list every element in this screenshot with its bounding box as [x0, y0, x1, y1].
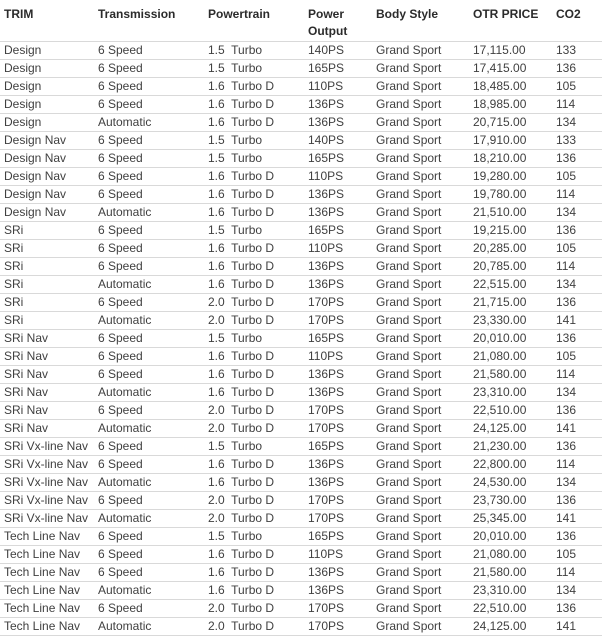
cell-trim: Design: [0, 42, 94, 60]
cell-body-style: Grand Sport: [372, 276, 469, 294]
cell-body-style: Grand Sport: [372, 150, 469, 168]
cell-otr-price: 19,280.00: [469, 168, 552, 186]
cell-co2: 105: [552, 546, 602, 564]
cell-body-style: Grand Sport: [372, 402, 469, 420]
cell-body-style: Grand Sport: [372, 60, 469, 78]
cell-co2: 133: [552, 132, 602, 150]
cell-power-output: 140PS: [304, 132, 372, 150]
table-row: [0, 474, 602, 492]
table-row: [0, 276, 602, 294]
cell-power-output: 170PS: [304, 618, 372, 636]
cell-power-output: 136PS: [304, 258, 372, 276]
table-row: [0, 294, 602, 312]
cell-trim: Tech Line Nav: [0, 564, 94, 582]
cell-body-style: Grand Sport: [372, 348, 469, 366]
cell-transmission: 6 Speed: [94, 222, 204, 240]
cell-co2: 114: [552, 186, 602, 204]
cell-powertrain: 1.6 Turbo D: [204, 276, 304, 294]
cell-co2: 114: [552, 564, 602, 582]
cell-powertrain: 2.0 Turbo D: [204, 492, 304, 510]
cell-body-style: Grand Sport: [372, 168, 469, 186]
cell-powertrain: 1.5 Turbo: [204, 60, 304, 78]
cell-transmission: 6 Speed: [94, 240, 204, 258]
cell-co2: 141: [552, 420, 602, 438]
cell-transmission: 6 Speed: [94, 132, 204, 150]
cell-trim: Design Nav: [0, 204, 94, 222]
cell-otr-price: 24,125.00: [469, 420, 552, 438]
cell-powertrain: 1.5 Turbo: [204, 132, 304, 150]
cell-powertrain: 1.5 Turbo: [204, 438, 304, 456]
cell-powertrain: 1.6 Turbo D: [204, 474, 304, 492]
table-row: [0, 600, 602, 618]
cell-power-output: 165PS: [304, 60, 372, 78]
cell-co2: 136: [552, 438, 602, 456]
cell-power-output: 170PS: [304, 600, 372, 618]
cell-power-output: 165PS: [304, 150, 372, 168]
cell-power-output: 136PS: [304, 96, 372, 114]
cell-transmission: 6 Speed: [94, 186, 204, 204]
cell-body-style: Grand Sport: [372, 492, 469, 510]
table-row: [0, 492, 602, 510]
cell-transmission: Automatic: [94, 474, 204, 492]
header-powertrain: Powertrain: [204, 0, 304, 42]
cell-body-style: Grand Sport: [372, 258, 469, 276]
cell-trim: SRi Nav: [0, 384, 94, 402]
cell-co2: 105: [552, 240, 602, 258]
cell-co2: 136: [552, 528, 602, 546]
cell-otr-price: 20,010.00: [469, 330, 552, 348]
table-row: [0, 132, 602, 150]
table-row: [0, 78, 602, 96]
table-row: [0, 60, 602, 78]
cell-power-output: 170PS: [304, 402, 372, 420]
cell-transmission: Automatic: [94, 312, 204, 330]
cell-trim: SRi: [0, 258, 94, 276]
cell-powertrain: 1.5 Turbo: [204, 330, 304, 348]
cell-trim: SRi: [0, 312, 94, 330]
cell-co2: 105: [552, 168, 602, 186]
cell-trim: SRi Vx-line Nav: [0, 510, 94, 528]
cell-trim: SRi Vx-line Nav: [0, 456, 94, 474]
cell-power-output: 136PS: [304, 564, 372, 582]
cell-otr-price: 20,285.00: [469, 240, 552, 258]
cell-otr-price: 21,510.00: [469, 204, 552, 222]
cell-co2: 114: [552, 96, 602, 114]
cell-body-style: Grand Sport: [372, 96, 469, 114]
cell-power-output: 136PS: [304, 276, 372, 294]
cell-power-output: 110PS: [304, 240, 372, 258]
cell-trim: SRi: [0, 276, 94, 294]
cell-body-style: Grand Sport: [372, 528, 469, 546]
table-row: [0, 330, 602, 348]
cell-body-style: Grand Sport: [372, 456, 469, 474]
cell-body-style: Grand Sport: [372, 366, 469, 384]
cell-transmission: 6 Speed: [94, 366, 204, 384]
cell-powertrain: 1.6 Turbo D: [204, 546, 304, 564]
cell-powertrain: 1.6 Turbo D: [204, 348, 304, 366]
header-row: [0, 0, 602, 42]
cell-body-style: Grand Sport: [372, 582, 469, 600]
cell-powertrain: 1.6 Turbo D: [204, 582, 304, 600]
cell-trim: SRi Nav: [0, 330, 94, 348]
table-row: [0, 222, 602, 240]
cell-co2: 136: [552, 492, 602, 510]
cell-powertrain: 2.0 Turbo D: [204, 600, 304, 618]
cell-power-output: 136PS: [304, 582, 372, 600]
cell-co2: 141: [552, 510, 602, 528]
cell-otr-price: 22,510.00: [469, 402, 552, 420]
cell-transmission: 6 Speed: [94, 492, 204, 510]
table-row: [0, 528, 602, 546]
cell-transmission: Automatic: [94, 510, 204, 528]
cell-trim: SRi Vx-line Nav: [0, 492, 94, 510]
cell-co2: 136: [552, 402, 602, 420]
cell-trim: Tech Line Nav: [0, 600, 94, 618]
cell-power-output: 170PS: [304, 294, 372, 312]
cell-powertrain: 2.0 Turbo D: [204, 312, 304, 330]
table-row: [0, 96, 602, 114]
table-body: [0, 42, 602, 636]
cell-power-output: 110PS: [304, 168, 372, 186]
table-row: [0, 150, 602, 168]
cell-body-style: Grand Sport: [372, 78, 469, 96]
table-header: [0, 0, 602, 42]
cell-body-style: Grand Sport: [372, 420, 469, 438]
cell-body-style: Grand Sport: [372, 600, 469, 618]
cell-transmission: 6 Speed: [94, 294, 204, 312]
cell-power-output: 136PS: [304, 204, 372, 222]
cell-co2: 136: [552, 150, 602, 168]
table-row: [0, 42, 602, 60]
cell-otr-price: 19,780.00: [469, 186, 552, 204]
header-power-output: Power Output: [304, 0, 372, 42]
cell-power-output: 136PS: [304, 186, 372, 204]
cell-transmission: 6 Speed: [94, 600, 204, 618]
cell-powertrain: 1.5 Turbo: [204, 42, 304, 60]
cell-body-style: Grand Sport: [372, 384, 469, 402]
cell-otr-price: 21,080.00: [469, 348, 552, 366]
cell-trim: Tech Line Nav: [0, 582, 94, 600]
cell-transmission: 6 Speed: [94, 96, 204, 114]
cell-trim: SRi Nav: [0, 366, 94, 384]
cell-power-output: 136PS: [304, 114, 372, 132]
cell-co2: 136: [552, 600, 602, 618]
cell-transmission: 6 Speed: [94, 402, 204, 420]
cell-otr-price: 21,580.00: [469, 564, 552, 582]
cell-transmission: 6 Speed: [94, 78, 204, 96]
cell-trim: Tech Line Nav: [0, 528, 94, 546]
cell-co2: 134: [552, 384, 602, 402]
cell-power-output: 110PS: [304, 348, 372, 366]
header-trim: TRIM: [0, 0, 94, 42]
cell-trim: Design: [0, 78, 94, 96]
cell-otr-price: 21,230.00: [469, 438, 552, 456]
cell-powertrain: 1.6 Turbo D: [204, 564, 304, 582]
cell-body-style: Grand Sport: [372, 330, 469, 348]
table-row: [0, 456, 602, 474]
cell-co2: 114: [552, 456, 602, 474]
cell-otr-price: 17,415.00: [469, 60, 552, 78]
cell-body-style: Grand Sport: [372, 510, 469, 528]
table-row: [0, 186, 602, 204]
cell-trim: SRi Nav: [0, 402, 94, 420]
cell-body-style: Grand Sport: [372, 42, 469, 60]
cell-co2: 136: [552, 222, 602, 240]
cell-transmission: Automatic: [94, 582, 204, 600]
cell-body-style: Grand Sport: [372, 618, 469, 636]
cell-power-output: 136PS: [304, 366, 372, 384]
table-row: [0, 168, 602, 186]
cell-otr-price: 24,125.00: [469, 618, 552, 636]
cell-transmission: Automatic: [94, 204, 204, 222]
cell-transmission: 6 Speed: [94, 150, 204, 168]
cell-otr-price: 18,210.00: [469, 150, 552, 168]
table-row: [0, 510, 602, 528]
cell-powertrain: 1.6 Turbo D: [204, 240, 304, 258]
cell-otr-price: 20,010.00: [469, 528, 552, 546]
cell-power-output: 140PS: [304, 42, 372, 60]
header-co2: CO2: [552, 0, 602, 42]
cell-otr-price: 18,485.00: [469, 78, 552, 96]
cell-transmission: 6 Speed: [94, 60, 204, 78]
table-row: [0, 420, 602, 438]
cell-otr-price: 23,730.00: [469, 492, 552, 510]
table-row: [0, 582, 602, 600]
cell-body-style: Grand Sport: [372, 294, 469, 312]
cell-co2: 133: [552, 42, 602, 60]
header-transmission: Transmission: [94, 0, 204, 42]
cell-trim: SRi Vx-line Nav: [0, 438, 94, 456]
cell-power-output: 165PS: [304, 528, 372, 546]
cell-powertrain: 2.0 Turbo D: [204, 420, 304, 438]
cell-body-style: Grand Sport: [372, 204, 469, 222]
table-row: [0, 546, 602, 564]
cell-power-output: 165PS: [304, 330, 372, 348]
cell-trim: Design: [0, 114, 94, 132]
cell-powertrain: 1.6 Turbo D: [204, 366, 304, 384]
cell-body-style: Grand Sport: [372, 186, 469, 204]
table-row: [0, 240, 602, 258]
cell-trim: Design: [0, 96, 94, 114]
cell-transmission: 6 Speed: [94, 438, 204, 456]
cell-co2: 134: [552, 276, 602, 294]
cell-trim: Tech Line Nav: [0, 546, 94, 564]
cell-powertrain: 1.6 Turbo D: [204, 186, 304, 204]
cell-transmission: Automatic: [94, 114, 204, 132]
cell-power-output: 170PS: [304, 510, 372, 528]
table-row: [0, 366, 602, 384]
cell-co2: 134: [552, 204, 602, 222]
cell-co2: 136: [552, 294, 602, 312]
cell-transmission: Automatic: [94, 618, 204, 636]
cell-power-output: 136PS: [304, 384, 372, 402]
cell-power-output: 136PS: [304, 474, 372, 492]
cell-body-style: Grand Sport: [372, 240, 469, 258]
cell-co2: 134: [552, 582, 602, 600]
cell-trim: Design Nav: [0, 186, 94, 204]
table-row: [0, 402, 602, 420]
cell-co2: 136: [552, 60, 602, 78]
cell-powertrain: 1.6 Turbo D: [204, 78, 304, 96]
cell-powertrain: 1.6 Turbo D: [204, 384, 304, 402]
cell-trim: SRi: [0, 294, 94, 312]
cell-powertrain: 2.0 Turbo D: [204, 510, 304, 528]
cell-co2: 141: [552, 312, 602, 330]
cell-powertrain: 1.6 Turbo D: [204, 204, 304, 222]
cell-transmission: 6 Speed: [94, 258, 204, 276]
cell-otr-price: 22,515.00: [469, 276, 552, 294]
cell-trim: Design Nav: [0, 150, 94, 168]
cell-otr-price: 23,310.00: [469, 582, 552, 600]
cell-body-style: Grand Sport: [372, 114, 469, 132]
cell-otr-price: 23,330.00: [469, 312, 552, 330]
cell-transmission: 6 Speed: [94, 546, 204, 564]
cell-co2: 114: [552, 258, 602, 276]
cell-powertrain: 1.6 Turbo D: [204, 168, 304, 186]
header-otr-price: OTR PRICE: [469, 0, 552, 42]
cell-powertrain: 1.6 Turbo D: [204, 96, 304, 114]
cell-power-output: 170PS: [304, 420, 372, 438]
cell-transmission: 6 Speed: [94, 42, 204, 60]
cell-trim: Design Nav: [0, 168, 94, 186]
cell-trim: SRi Nav: [0, 420, 94, 438]
cell-co2: 134: [552, 114, 602, 132]
cell-powertrain: 1.5 Turbo: [204, 222, 304, 240]
cell-trim: SRi: [0, 240, 94, 258]
cell-otr-price: 17,115.00: [469, 42, 552, 60]
cell-co2: 141: [552, 618, 602, 636]
cell-trim: SRi Vx-line Nav: [0, 474, 94, 492]
cell-trim: SRi Nav: [0, 348, 94, 366]
cell-otr-price: 19,215.00: [469, 222, 552, 240]
cell-transmission: Automatic: [94, 276, 204, 294]
cell-trim: Tech Line Nav: [0, 618, 94, 636]
table-row: [0, 438, 602, 456]
cell-powertrain: 1.6 Turbo D: [204, 114, 304, 132]
table-row: [0, 312, 602, 330]
cell-co2: 105: [552, 78, 602, 96]
cell-powertrain: 1.6 Turbo D: [204, 258, 304, 276]
cell-transmission: 6 Speed: [94, 168, 204, 186]
cell-body-style: Grand Sport: [372, 474, 469, 492]
cell-co2: 114: [552, 366, 602, 384]
header-body-style: Body Style: [372, 0, 469, 42]
cell-powertrain: 2.0 Turbo D: [204, 294, 304, 312]
table-row: [0, 204, 602, 222]
cell-power-output: 110PS: [304, 78, 372, 96]
cell-body-style: Grand Sport: [372, 438, 469, 456]
cell-power-output: 165PS: [304, 222, 372, 240]
cell-co2: 134: [552, 474, 602, 492]
cell-power-output: 170PS: [304, 312, 372, 330]
cell-body-style: Grand Sport: [372, 312, 469, 330]
table-row: [0, 258, 602, 276]
cell-trim: Design Nav: [0, 132, 94, 150]
cell-power-output: 110PS: [304, 546, 372, 564]
cell-transmission: 6 Speed: [94, 456, 204, 474]
cell-transmission: 6 Speed: [94, 330, 204, 348]
cell-otr-price: 21,715.00: [469, 294, 552, 312]
cell-co2: 105: [552, 348, 602, 366]
cell-transmission: Automatic: [94, 384, 204, 402]
cell-powertrain: 1.5 Turbo: [204, 150, 304, 168]
table-row: [0, 114, 602, 132]
table-row: [0, 348, 602, 366]
cell-transmission: 6 Speed: [94, 528, 204, 546]
table-row: [0, 564, 602, 582]
cell-otr-price: 21,080.00: [469, 546, 552, 564]
cell-body-style: Grand Sport: [372, 546, 469, 564]
cell-trim: SRi: [0, 222, 94, 240]
cell-body-style: Grand Sport: [372, 564, 469, 582]
cell-power-output: 165PS: [304, 438, 372, 456]
cell-otr-price: 21,580.00: [469, 366, 552, 384]
cell-otr-price: 23,310.00: [469, 384, 552, 402]
cell-otr-price: 25,345.00: [469, 510, 552, 528]
cell-trim: Design: [0, 60, 94, 78]
cell-otr-price: 20,785.00: [469, 258, 552, 276]
cell-power-output: 136PS: [304, 456, 372, 474]
cell-body-style: Grand Sport: [372, 132, 469, 150]
cell-body-style: Grand Sport: [372, 222, 469, 240]
cell-otr-price: 17,910.00: [469, 132, 552, 150]
cell-powertrain: 1.6 Turbo D: [204, 456, 304, 474]
cell-power-output: 170PS: [304, 492, 372, 510]
cell-otr-price: 24,530.00: [469, 474, 552, 492]
cell-transmission: 6 Speed: [94, 564, 204, 582]
cell-otr-price: 20,715.00: [469, 114, 552, 132]
cell-transmission: 6 Speed: [94, 348, 204, 366]
cell-powertrain: 2.0 Turbo D: [204, 402, 304, 420]
cell-transmission: Automatic: [94, 420, 204, 438]
cell-powertrain: 2.0 Turbo D: [204, 618, 304, 636]
cell-co2: 136: [552, 330, 602, 348]
table-row: [0, 384, 602, 402]
cell-otr-price: 22,800.00: [469, 456, 552, 474]
cell-powertrain: 1.5 Turbo: [204, 528, 304, 546]
cell-otr-price: 22,510.00: [469, 600, 552, 618]
cell-otr-price: 18,985.00: [469, 96, 552, 114]
